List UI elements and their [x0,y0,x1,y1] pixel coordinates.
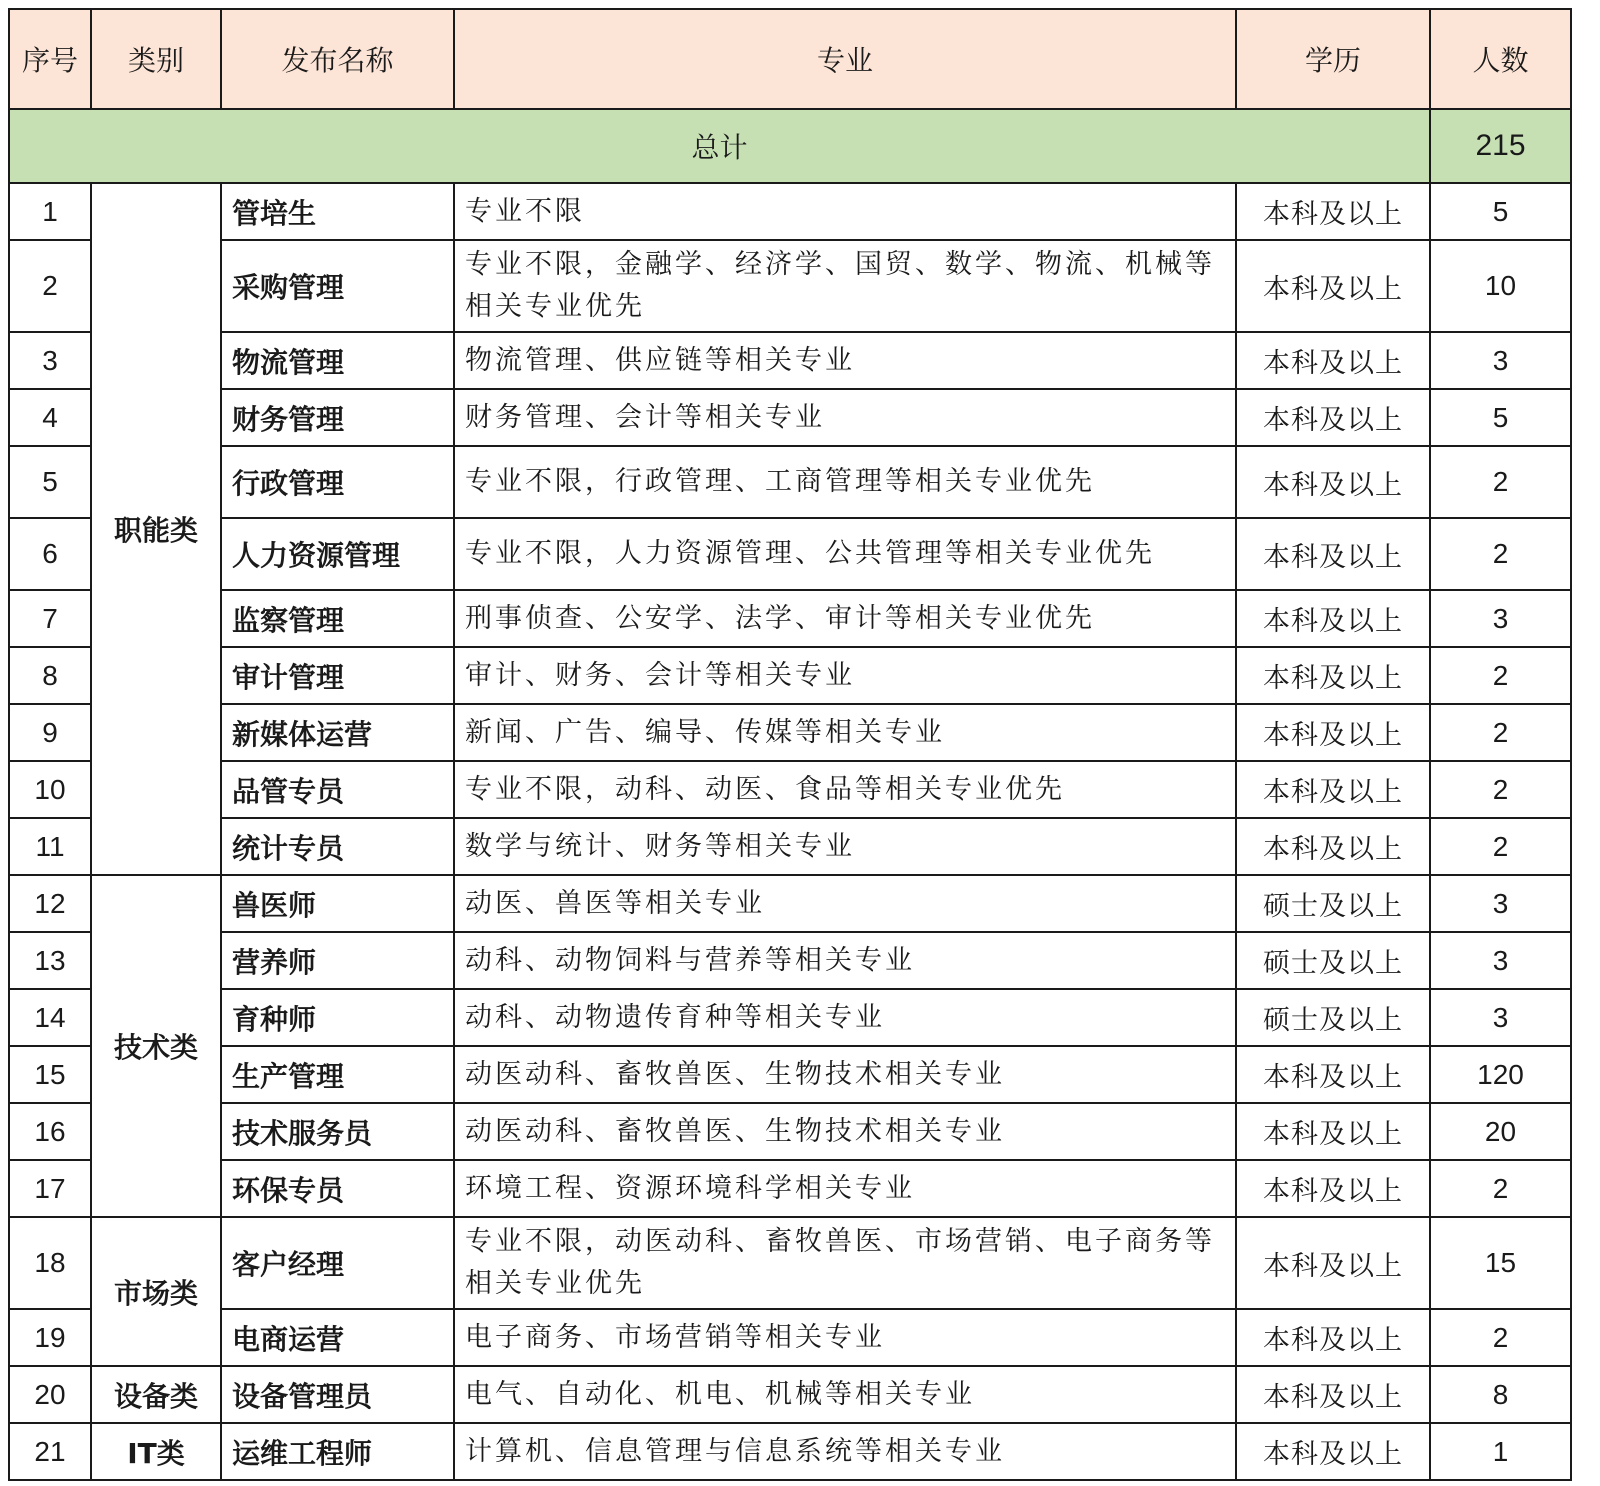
cell-education: 本科及以上 [1236,1046,1430,1103]
cell-name: 统计专员 [221,818,454,875]
cell-no: 16 [9,1103,91,1160]
cell-major: 数学与统计、财务等相关专业 [454,818,1236,875]
cell-name: 采购管理 [221,240,454,332]
cell-no: 10 [9,761,91,818]
cell-education: 本科及以上 [1236,818,1430,875]
table-row [9,1366,1571,1423]
header-count: 人数 [1430,9,1571,109]
cell-major: 刑事侦查、公安学、法学、审计等相关专业优先 [454,590,1236,647]
cell-major: 电子商务、市场营销等相关专业 [454,1309,1236,1366]
cell-count: 5 [1430,183,1571,240]
cell-count: 120 [1430,1046,1571,1103]
cell-count: 1 [1430,1423,1571,1480]
cell-education: 本科及以上 [1236,1103,1430,1160]
cell-no: 15 [9,1046,91,1103]
header-row [9,9,1571,109]
cell-education: 本科及以上 [1236,1423,1430,1480]
table-row [9,446,1571,518]
cell-name: 兽医师 [221,875,454,932]
cell-name: 物流管理 [221,332,454,389]
table-row [9,647,1571,704]
header-category: 类别 [91,9,221,109]
cell-education: 本科及以上 [1236,518,1430,590]
cell-major: 专业不限，动医动科、畜牧兽医、市场营销、电子商务等相关专业优先 [454,1217,1236,1309]
table-row [9,183,1571,240]
category-cell: 市场类 [91,1217,221,1366]
cell-name: 审计管理 [221,647,454,704]
header-no: 序号 [9,9,91,109]
cell-education: 本科及以上 [1236,389,1430,446]
cell-count: 2 [1430,761,1571,818]
cell-education: 本科及以上 [1236,183,1430,240]
cell-name: 设备管理员 [221,1366,454,1423]
table-row [9,590,1571,647]
cell-education: 硕士及以上 [1236,989,1430,1046]
table-row [9,332,1571,389]
total-value: 215 [1430,109,1571,183]
cell-no: 14 [9,989,91,1046]
cell-name: 运维工程师 [221,1423,454,1480]
cell-major: 计算机、信息管理与信息系统等相关专业 [454,1423,1236,1480]
recruitment-table [8,8,1572,1481]
cell-count: 2 [1430,1309,1571,1366]
cell-no: 6 [9,518,91,590]
table-row [9,875,1571,932]
cell-count: 3 [1430,875,1571,932]
cell-name: 营养师 [221,932,454,989]
cell-no: 19 [9,1309,91,1366]
cell-education: 本科及以上 [1236,590,1430,647]
cell-no: 7 [9,590,91,647]
cell-name: 品管专员 [221,761,454,818]
cell-education: 本科及以上 [1236,761,1430,818]
cell-count: 3 [1430,332,1571,389]
cell-no: 8 [9,647,91,704]
cell-no: 2 [9,240,91,332]
table-row [9,704,1571,761]
cell-count: 2 [1430,818,1571,875]
cell-major: 电气、自动化、机电、机械等相关专业 [454,1366,1236,1423]
header-major: 专业 [454,9,1236,109]
cell-count: 2 [1430,518,1571,590]
cell-education: 本科及以上 [1236,446,1430,518]
cell-no: 3 [9,332,91,389]
category-cell: 职能类 [91,183,221,875]
category-cell: IT类 [91,1423,221,1480]
table-row [9,761,1571,818]
cell-education: 本科及以上 [1236,1160,1430,1217]
cell-count: 10 [1430,240,1571,332]
cell-education: 本科及以上 [1236,1217,1430,1309]
cell-name: 管培生 [221,183,454,240]
cell-count: 5 [1430,389,1571,446]
table-row [9,240,1571,332]
cell-major: 动医、兽医等相关专业 [454,875,1236,932]
table-row [9,1046,1571,1103]
cell-count: 20 [1430,1103,1571,1160]
table-row [9,1103,1571,1160]
cell-major: 财务管理、会计等相关专业 [454,389,1236,446]
cell-major: 动医动科、畜牧兽医、生物技术相关专业 [454,1046,1236,1103]
cell-no: 21 [9,1423,91,1480]
cell-education: 硕士及以上 [1236,932,1430,989]
cell-name: 财务管理 [221,389,454,446]
cell-no: 4 [9,389,91,446]
cell-education: 本科及以上 [1236,704,1430,761]
cell-name: 人力资源管理 [221,518,454,590]
category-cell: 设备类 [91,1366,221,1423]
cell-major: 物流管理、供应链等相关专业 [454,332,1236,389]
cell-major: 动科、动物遗传育种等相关专业 [454,989,1236,1046]
cell-no: 1 [9,183,91,240]
header-name: 发布名称 [221,9,454,109]
cell-no: 12 [9,875,91,932]
table-row [9,1309,1571,1366]
cell-name: 环保专员 [221,1160,454,1217]
cell-major: 专业不限，人力资源管理、公共管理等相关专业优先 [454,518,1236,590]
cell-count: 2 [1430,446,1571,518]
cell-count: 2 [1430,1160,1571,1217]
cell-count: 3 [1430,590,1571,647]
table-row [9,389,1571,446]
cell-count: 3 [1430,989,1571,1046]
table-row [9,518,1571,590]
table-row [9,1423,1571,1480]
category-cell: 技术类 [91,875,221,1217]
cell-education: 硕士及以上 [1236,875,1430,932]
cell-education: 本科及以上 [1236,240,1430,332]
cell-count: 2 [1430,647,1571,704]
cell-major: 专业不限，动科、动医、食品等相关专业优先 [454,761,1236,818]
cell-no: 5 [9,446,91,518]
cell-education: 本科及以上 [1236,1309,1430,1366]
cell-education: 本科及以上 [1236,647,1430,704]
cell-education: 本科及以上 [1236,332,1430,389]
table-row [9,932,1571,989]
cell-no: 9 [9,704,91,761]
cell-name: 电商运营 [221,1309,454,1366]
cell-count: 3 [1430,932,1571,989]
cell-count: 15 [1430,1217,1571,1309]
cell-major: 动科、动物饲料与营养等相关专业 [454,932,1236,989]
cell-major: 动医动科、畜牧兽医、生物技术相关专业 [454,1103,1236,1160]
cell-name: 新媒体运营 [221,704,454,761]
total-row [9,109,1571,183]
cell-count: 2 [1430,704,1571,761]
cell-no: 11 [9,818,91,875]
cell-major: 专业不限 [454,183,1236,240]
cell-major: 环境工程、资源环境科学相关专业 [454,1160,1236,1217]
total-label: 总计 [9,109,1430,183]
header-education: 学历 [1236,9,1430,109]
table-row [9,989,1571,1046]
table-row [9,818,1571,875]
cell-name: 育种师 [221,989,454,1046]
cell-no: 20 [9,1366,91,1423]
cell-name: 行政管理 [221,446,454,518]
cell-major: 专业不限，金融学、经济学、国贸、数学、物流、机械等相关专业优先 [454,240,1236,332]
cell-major: 审计、财务、会计等相关专业 [454,647,1236,704]
table-row [9,1217,1571,1309]
cell-major: 专业不限，行政管理、工商管理等相关专业优先 [454,446,1236,518]
cell-education: 本科及以上 [1236,1366,1430,1423]
cell-no: 17 [9,1160,91,1217]
cell-name: 监察管理 [221,590,454,647]
cell-no: 18 [9,1217,91,1309]
cell-count: 8 [1430,1366,1571,1423]
table-row [9,1160,1571,1217]
cell-name: 客户经理 [221,1217,454,1309]
cell-major: 新闻、广告、编导、传媒等相关专业 [454,704,1236,761]
cell-no: 13 [9,932,91,989]
cell-name: 技术服务员 [221,1103,454,1160]
cell-name: 生产管理 [221,1046,454,1103]
